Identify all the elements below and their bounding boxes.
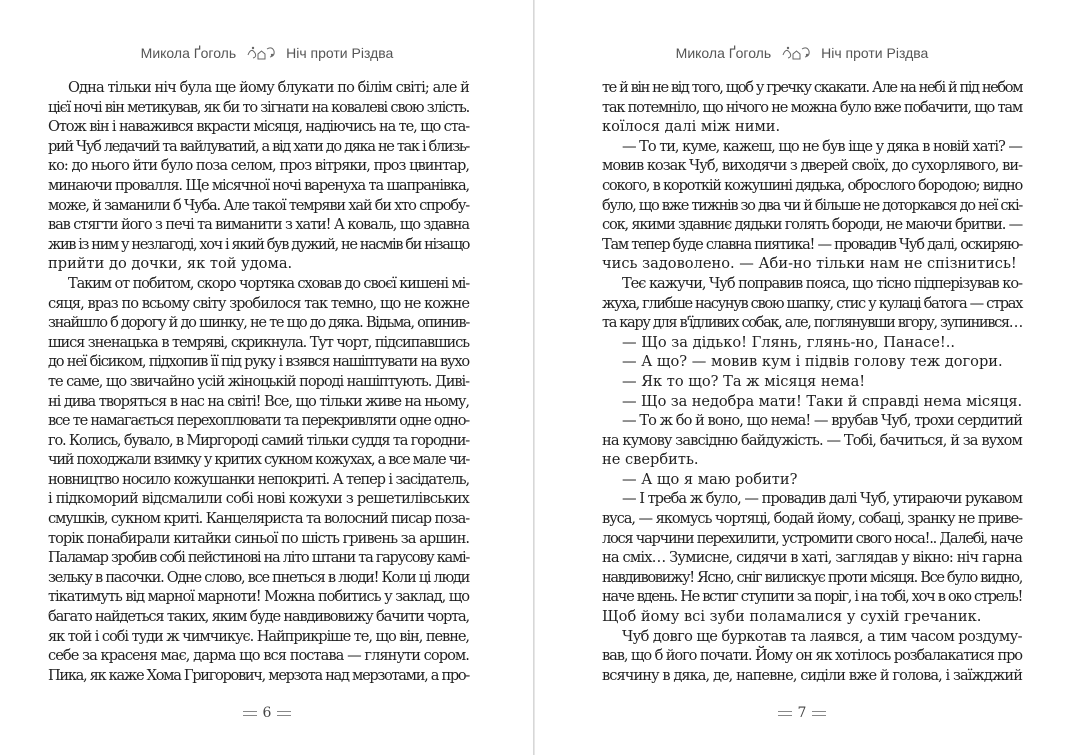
text-line: жуха, глибше насунув свою шапку, стис у кулаці батога — страх [602,294,1022,312]
page-footer [0,705,534,721]
text-line: те й він не від того, щоб у гречку скакати. Але на небі й під небом [602,79,1022,96]
text-line: Паламар зробив собі пейстинові на літо штани та гарусову камі- [48,549,469,567]
text-line: прийти до дочки, як той удома. [48,255,293,273]
text-line: ні дива творяться в нас на світі! Все, що тільки живе на ньому, [48,392,469,410]
text-line: на кумову завсідню байдужість. — Тобі, бачиться, й за вухом [602,431,1022,449]
text-line: та кару для в'їдливих собак, але, поглянувши вгору, зупинився… [602,314,1022,332]
text-line: всячину в дяка, де, напевне, сиділи вже й голова, і заїжджий [602,666,1022,684]
text-line: Там тепер буде славна пиятика! — провадив Чуб далі, оскиряю- [602,235,1022,253]
text-line: — То ти, куме, кажеш, що не був іще у дяка в новій хаті? — [622,137,1022,155]
text-line: і підкоморий відсмалили собі нові кожухи з решетилівських [48,490,469,508]
text-line: чись задоволено. — Аби-но тільки нам не спізнитись! [602,255,1017,273]
text-line: чий походжали взимку у критих сукном кожухах, а все мале чи- [48,451,469,469]
text-line: — А що? — мовив кум і підвів голову теж догори. [622,353,1003,371]
footer-ornament-left [778,711,792,716]
header-title: Ніч проти Різдва [286,45,394,61]
text-line: — Як то що? Та ж місяця нема! [622,372,866,390]
text-line: сяця, враз по всьому світу зробилося так темно, що не кожне [48,294,469,312]
text-line: лося чарчини перехилити, устромити свого носа!.. Далебі, наче [602,529,1022,547]
text-line: може, й заманили б Чуба. Але такої темряви хай би хто спробу- [48,196,469,214]
text-line: смушків, сукном криті. Канцеляриста та волосний писар поза- [48,510,469,528]
text-line: те саме, що звичайно усій жіноцькій породі нашіптують. Диві- [48,372,469,390]
running-header [0,43,534,63]
text-line: мовив козак Чуб, виходячи з дверей своїх, до сухорлявого, ви- [602,157,1022,175]
text-line: Теє кажучи, Чуб поправив пояса, що тісно підперізував ко- [622,274,1022,292]
text-line: Отож він і наважився вкрасти місяця, надіючись на те, що ста- [48,118,469,136]
text-line: вав стягти його з печі та виманити з хати! А коваль, що здавна [48,216,469,234]
text-line: торік понабирали китайки синьої по шість гривень за аршин. [48,529,469,547]
right-page [535,0,1069,755]
text-line: — Що за недобра мати! Таки й справді нема місяця. [622,392,1022,410]
page-number: 7 [797,705,807,721]
text-line: себе за красеня має, дарма що вся постава — глянути сором. [48,647,469,665]
footer-ornament-right [277,711,291,716]
header-author: Микола Ґоголь [675,45,772,61]
text-line: новництво носило кожушанки непокриті. А тепер і засідатель, [48,470,469,488]
text-line: до неї бісиком, підхопив її під руку і взявся нашіптувати на вухо [48,353,469,371]
text-line: багато найдеться таких, яким буде навдивовижу бачити чорта, [48,608,469,626]
text-line: тікатимуть від марної марноти! Можна побитись у заклад, що [48,588,469,606]
page-footer [535,705,1069,721]
text-line: — І треба ж було, — провадив далі Чуб, утираючи рукавом [622,490,1022,508]
text-line: го. Колись, бувало, в Миргороді самий тільки суддя та городни- [48,431,469,449]
text-line: вав, що б його почати. Йому он як хотілось розбалакатися про [602,647,1022,665]
text-line: навдивовижу! Ясно, сніг вилискує проти місяця. Все було видно, [602,568,1022,586]
footer-ornament-left [243,711,257,716]
text-line: Пика, як каже Хома Григорович, мерзота над мерзотами, а про- [48,666,469,684]
text-line: на сміх… Зумисне, сидячи в хаті, заглядав у вікно: ніч гарна [602,549,1022,567]
text-line: рий Чуб ледачий та вайлуватий, а від хати до дяка не так і близь- [48,137,469,155]
text-line: вуса, — якомусь чортяці, бодай йому, собаці, зранку не приве- [602,510,1022,528]
text-line: все те намагається перехоплювати та перекривляти одне одно- [48,412,469,430]
text-line: наче вдень. Не встиг ступити за поріг, і на тобі, хоч в око стрель! [602,588,1022,606]
text-line: — То ж бо й воно, що нема! — врубав Чуб, трохи сердитий [622,412,1022,430]
footer-ornament-right [812,711,826,716]
text-line: Чуб довго ще буркотав та лаявся, а тим часом роздуму- [622,627,1022,645]
page-text [48,78,469,685]
left-page [0,0,534,755]
text-line: було, що вже тижнів зо два чи й більше не доторкався до неї скі- [602,196,1022,214]
header-author: Микола Ґоголь [140,45,237,61]
text-line: минаючи провалля. Ще місячної ночі варенуха та шапранівка, [48,176,469,194]
ornament-icon [244,43,278,63]
text-line: — А що я маю робити? [622,470,798,488]
page-text [602,78,1022,685]
text-line: сок, якими здавниє дядьки голять бороди, не маючи бритви. — [602,216,1022,234]
text-line: Щоб йому всі зуби поламалися у сухій гречаник. [602,608,982,626]
text-line: не свербить. [602,451,699,469]
running-header [535,43,1069,63]
text-line: жив із ним у незлагоді, хоч і який був дужий, не насмів би нізащо [48,235,470,253]
text-line: Таким от побитом, скоро чортяка сховав до своєї кишені мі- [68,274,469,292]
text-line: цієї ночі він метикував, як би то зігнати на ковалеві свою злість. [48,98,469,116]
text-line: зельку в пасочки. Одне слово, все пнеться в люди! Коли ці люди [48,568,469,586]
page-number: 6 [262,705,272,721]
text-line: сокого, в короткій кожушині дядька, оброслого бородою; видно [602,176,1022,194]
text-line: — Що за дідько! Глянь, глянь-но, Панасе!.. [622,333,956,351]
ornament-icon [779,43,813,63]
text-line: коїлося далі між ними. [602,118,781,136]
header-title: Ніч проти Різдва [821,45,929,61]
text-line: ко: до нього йти було поза селом, проз вітряки, проз цвинтар, [48,157,469,175]
text-line: знайшло б дорогу й до шинку, не те що до дяка. Відьма, опинив- [48,314,469,332]
text-line: шися зненацька в темряві, скрикнула. Тут чорт, підсипавшись [48,333,469,351]
text-line: Одна тільки ніч була ще йому блукати по білім світі; але й [68,79,469,96]
text-line: так потемніло, що нічого не можна було вже побачити, що там [602,98,1022,116]
text-line: як той і собі туди ж чимчикує. Найприкріше те, що він, певне, [48,627,469,645]
